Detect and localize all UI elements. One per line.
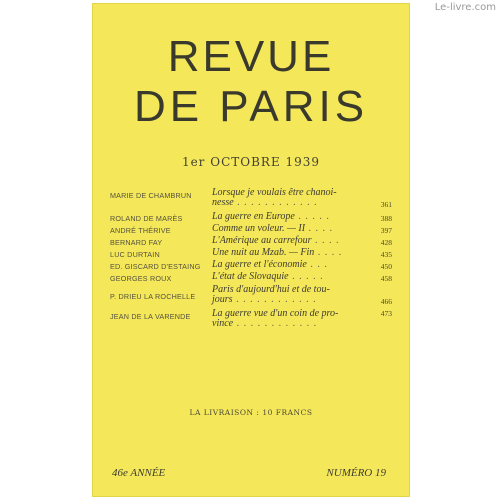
toc-title: L'état de Slovaquie . . . . .: [212, 271, 324, 282]
toc-title: Une nuit au Mzab. — Fin . . . .: [212, 247, 343, 258]
toc-page: 458: [380, 274, 392, 283]
toc-title: Comme un voleur. — II . . . .: [212, 223, 334, 234]
toc-title: La guerre vue d'un coin de pro- vince . . . . . . . . . . . .: [212, 308, 339, 329]
toc-page: 388: [380, 214, 392, 223]
toc-author: ROLAND DE MARÈS: [110, 214, 183, 223]
toc-title: Paris d'aujourd'hui et de tou- jours . . . . . . . . . . . .: [212, 284, 330, 305]
annee-label: 46e ANNÉE: [112, 467, 166, 479]
toc-title: L'Amérique au carrefour . . . .: [212, 235, 340, 246]
toc-title: La guerre et l'économie . . .: [212, 259, 328, 270]
toc-title: La guerre en Europe . . . . .: [212, 211, 330, 222]
title-line-2: DE PARIS: [133, 82, 369, 131]
toc-author: GEORGES ROUX: [110, 274, 172, 283]
title-line-1: REVUE: [167, 32, 335, 81]
toc-title: Lorsque je voulais être chanoi- nesse . . . . . . . . . . . .: [212, 187, 337, 208]
toc-author: ED. GISCARD D'ESTAING: [110, 262, 201, 271]
toc-author: LUC DURTAIN: [110, 250, 160, 259]
toc-page: 466: [380, 297, 392, 306]
livraison-price: LA LIVRAISON : 10 FRANCS: [189, 408, 313, 417]
issue-date: 1er OCTOBRE 1939: [181, 155, 321, 169]
watermark: Le-livre.com: [434, 2, 496, 13]
magazine-cover: [92, 3, 410, 497]
toc-page: 361: [380, 200, 392, 209]
toc-page: 435: [380, 250, 392, 259]
issue-number: NUMÉRO 19: [326, 467, 386, 479]
toc-page: 473: [380, 309, 392, 318]
toc-page: 397: [380, 226, 392, 235]
toc-page: 450: [380, 262, 392, 271]
toc-author: JEAN DE LA VARENDE: [110, 312, 191, 321]
toc-author: MARIE DE CHAMBRUN: [110, 191, 192, 200]
toc-author: P. DRIEU LA ROCHELLE: [110, 292, 196, 301]
toc-author: BERNARD FAY: [110, 238, 163, 247]
toc-author: ANDRÉ THÉRIVE: [110, 226, 171, 235]
toc-page: 428: [380, 238, 392, 247]
